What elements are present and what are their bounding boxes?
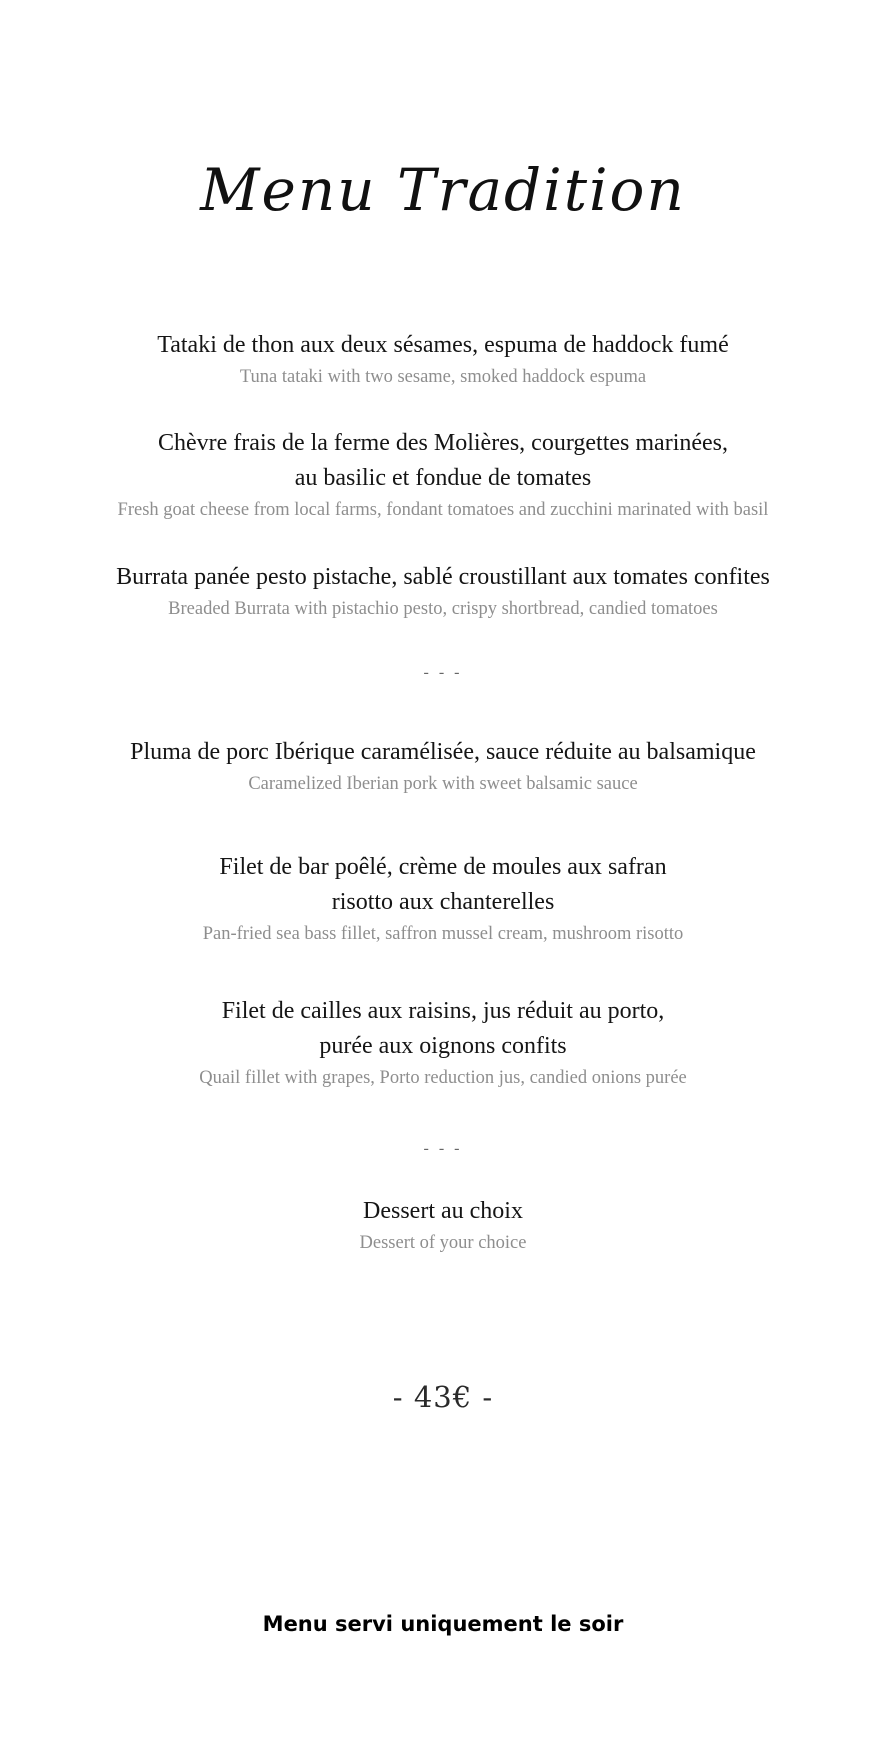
dish-name-fr: au basilic et fondue de tomates [294, 465, 592, 491]
course-item [0, 850, 886, 948]
dish-name-fr: Burrata panée pesto pistache, sablé croustillant aux tomates confites [116, 564, 770, 590]
course-separator: - - - [423, 664, 463, 681]
dish-name-fr: Filet de cailles aux raisins, jus réduit au porto, [221, 998, 665, 1024]
course-item [0, 560, 886, 623]
menu-title [0, 118, 886, 258]
course-item [0, 994, 886, 1092]
course-item [0, 735, 886, 798]
dish-name-en: Breaded Burrata with pistachio pesto, crispy shortbread, candied tomatoes [168, 599, 718, 619]
dish-name-fr: Chèvre frais de la ferme des Molières, courgettes marinées, [158, 430, 728, 456]
menu-price: - 43€ - [392, 1380, 494, 1414]
dish-name-en: Quail fillet with grapes, Porto reduction jus, candied onions purée [199, 1068, 687, 1088]
menu-title-script [163, 118, 723, 258]
dish-name-fr: Pluma de porc Ibérique caramélisée, sauce réduite au balsamique [130, 739, 756, 765]
dish-name-en: Fresh goat cheese from local farms, fondant tomatoes and zucchini marinated with basil [117, 500, 769, 520]
course-item [0, 1194, 886, 1257]
dish-name-en: Tuna tataki with two sesame, smoked haddock espuma [239, 367, 647, 387]
dish-name-en: Pan-fried sea bass fillet, saffron mussel cream, mushroom risotto [202, 924, 684, 944]
course-item [0, 426, 886, 524]
course-item [0, 328, 886, 391]
course-separator: - - - [423, 1140, 463, 1157]
dish-name-fr: Filet de bar poêlé, crème de moules aux safran [219, 854, 667, 880]
dish-name-en: Caramelized Iberian pork with sweet balsamic sauce [248, 774, 638, 794]
service-note: Menu servi uniquement le soir [262, 1612, 624, 1636]
dish-name-fr: Dessert au choix [363, 1198, 523, 1224]
dish-name-en: Dessert of your choice [359, 1233, 527, 1253]
menu-title-text: Menu Tradition [200, 156, 686, 224]
dish-name-fr: risotto aux chanterelles [331, 889, 555, 915]
dish-name-fr: purée aux oignons confits [319, 1033, 567, 1059]
dish-name-fr: Tataki de thon aux deux sésames, espuma de haddock fumé [157, 332, 729, 358]
